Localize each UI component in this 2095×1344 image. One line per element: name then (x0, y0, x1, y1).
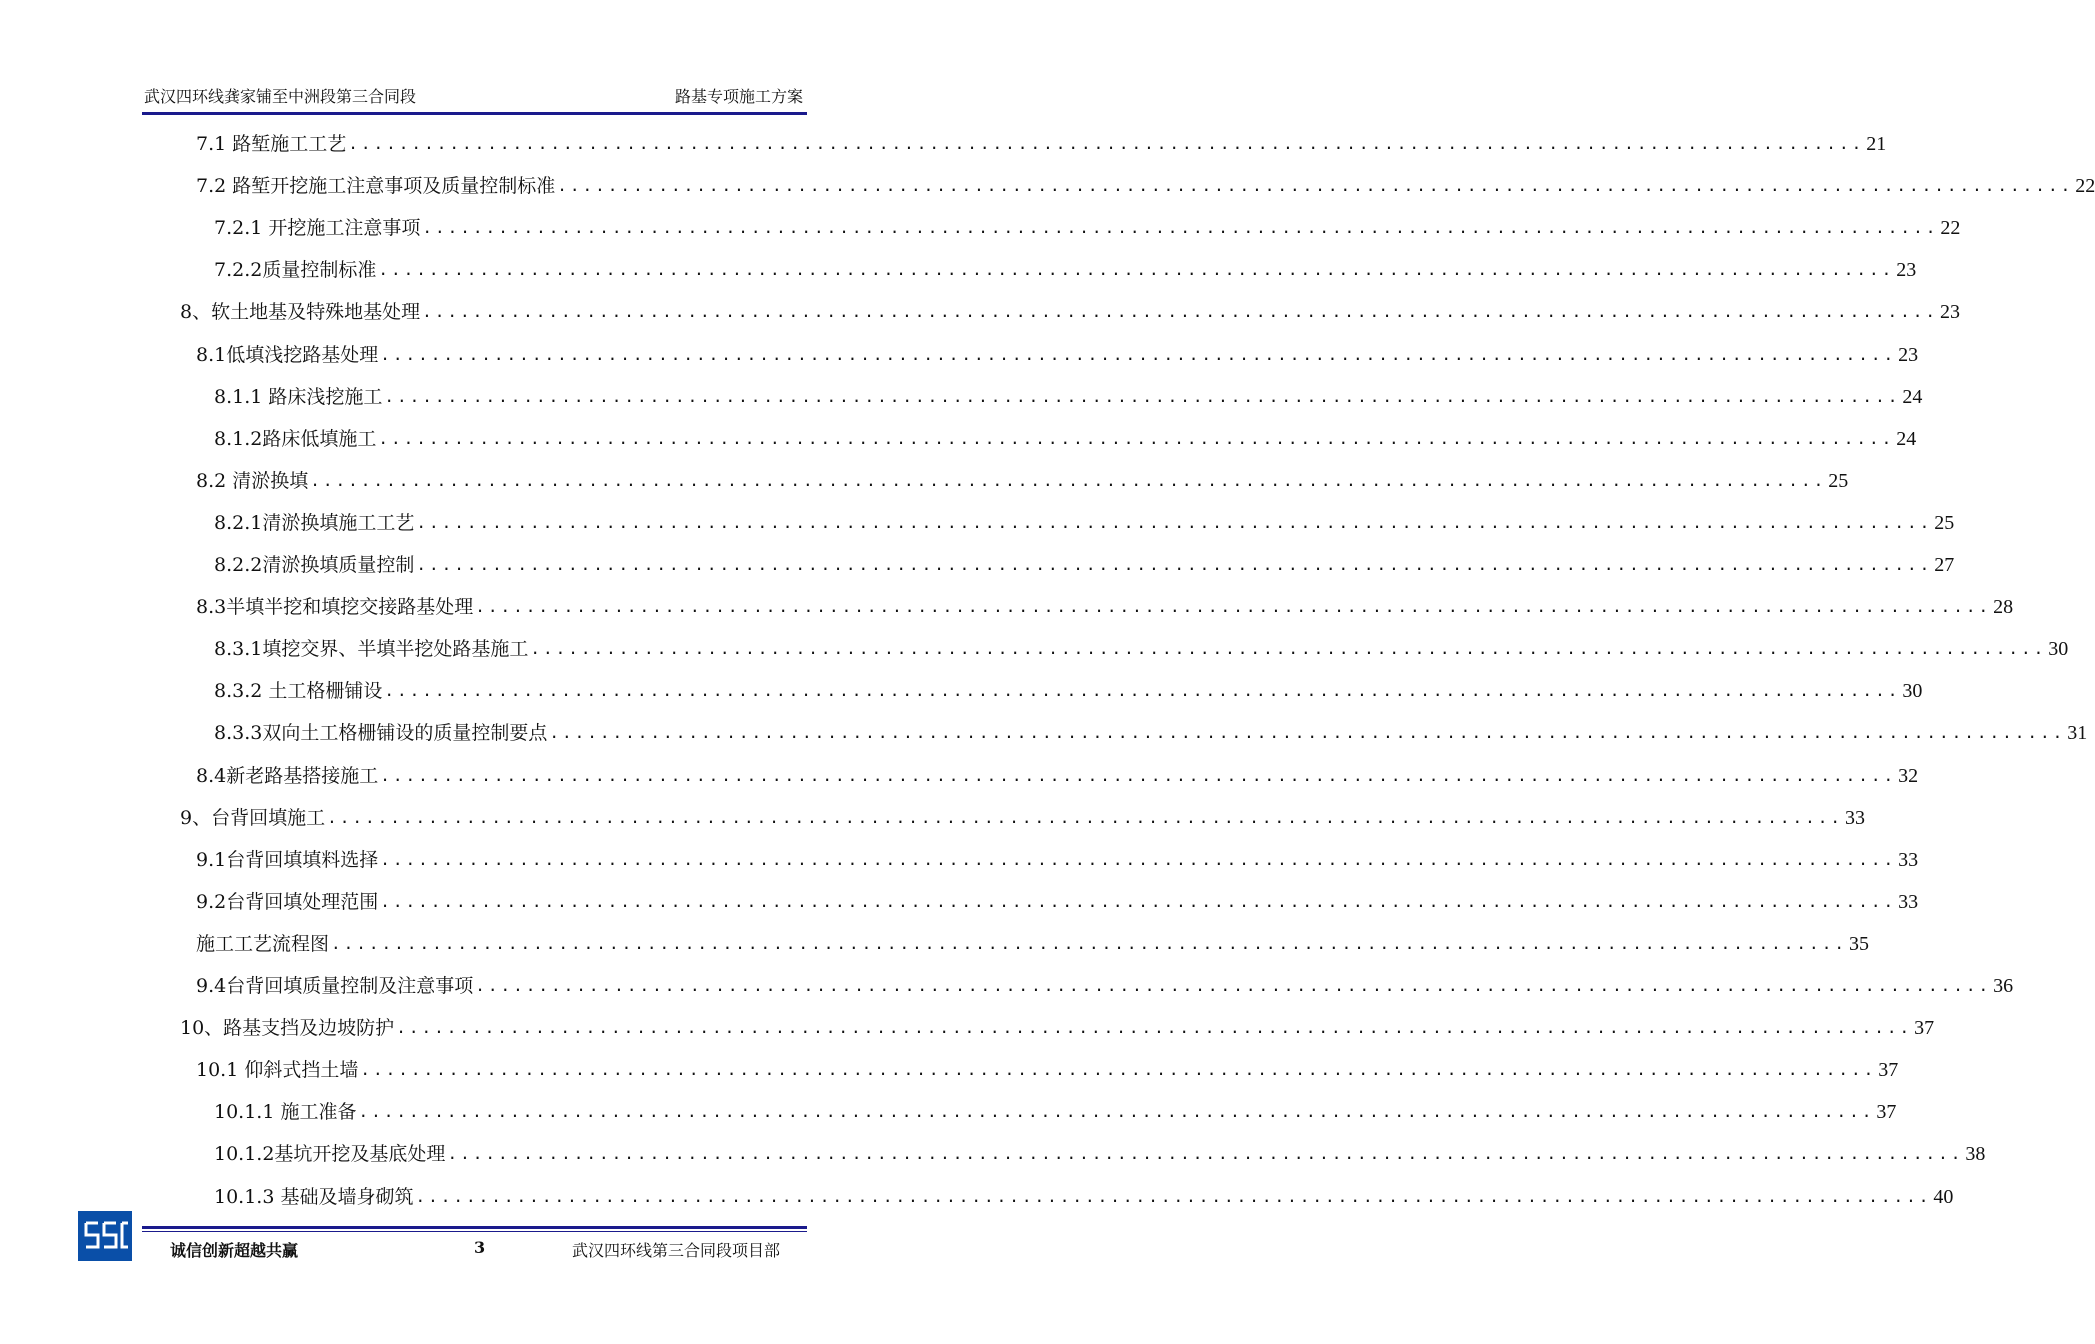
toc-dot-leader: ........................................................................................................................ (378, 260, 1895, 279)
toc-entry[interactable] (214, 717, 2088, 747)
footer-rule-thin (142, 1231, 807, 1232)
toc-entry-title: 8.2 清淤换填 (196, 470, 309, 492)
toc-entry-title: 8.3.1填挖交界、半填半挖处路基施工 (214, 638, 529, 660)
toc-dot-leader: ........................................................................................................................ (422, 302, 1939, 321)
toc-entry-title: 10.1.1 施工准备 (214, 1101, 357, 1123)
toc-entry[interactable] (214, 549, 1955, 579)
toc-entry[interactable] (180, 802, 1866, 832)
toc-entry[interactable] (214, 507, 1955, 537)
toc-entry[interactable] (214, 254, 1917, 284)
toc-entry-page: 24 (1902, 386, 1923, 408)
toc-dot-leader: ........................................................................................................................ (549, 723, 2066, 742)
toc-entry-title: 7.2.2质量控制标准 (214, 259, 377, 281)
toc-dot-leader: ........................................................................................................................ (384, 387, 1901, 406)
toc-entry-page: 36 (1993, 975, 2014, 997)
toc-dot-leader: ........................................................................................................................ (416, 513, 1933, 532)
toc-entry-title: 9.4台背回填质量控制及注意事项 (196, 975, 474, 997)
footer-page-number: 3 (474, 1238, 486, 1257)
toc-entry[interactable] (196, 591, 2014, 621)
toc-dot-leader: ........................................................................................................................ (422, 218, 1939, 237)
toc-entry[interactable] (214, 633, 2069, 663)
toc-entry[interactable] (214, 1096, 1897, 1126)
toc-entry-title: 10.1.3 基础及墙身砌筑 (214, 1186, 414, 1208)
toc-entry-page: 37 (1878, 1059, 1899, 1081)
toc-entry-page: 30 (1902, 680, 1923, 702)
toc-entry-title: 8.2.2清淤换填质量控制 (214, 554, 415, 576)
toc-entry-title: 7.2.1 开挖施工注意事项 (214, 217, 421, 239)
toc-entry-page: 23 (1940, 301, 1961, 323)
toc-entry-page: 27 (1934, 554, 1955, 576)
toc-dot-leader: ........................................................................................................................ (557, 176, 2074, 195)
toc-entry[interactable] (214, 1138, 1986, 1168)
toc-dot-leader: ........................................................................................................................ (447, 1144, 1964, 1163)
toc-entry-title: 8.1.1 路床浅挖施工 (214, 386, 383, 408)
toc-entry-page: 33 (1845, 807, 1866, 829)
toc-entry-page: 28 (1993, 596, 2014, 618)
footer-department: 武汉四环线第三合同段项目部 (572, 1241, 781, 1260)
toc-entry[interactable] (214, 423, 1917, 453)
toc-entry-page: 25 (1934, 512, 1955, 534)
toc-entry-title: 7.2 路堑开挖施工注意事项及质量控制标准 (196, 175, 556, 197)
toc-dot-leader: ........................................................................................................................ (475, 976, 1992, 995)
footer-slogan: 诚信创新超越共赢 (170, 1241, 299, 1260)
toc-entry-page: 30 (2048, 638, 2069, 660)
toc-dot-leader: ........................................................................................................................ (384, 681, 1901, 700)
toc-dot-leader: ........................................................................................................................ (378, 429, 1895, 448)
toc-dot-leader: ........................................................................................................................ (348, 134, 1865, 153)
toc-entry[interactable] (196, 128, 1887, 158)
toc-entry-page: 31 (2067, 722, 2088, 744)
toc-dot-leader: ........................................................................................................................ (530, 639, 2047, 658)
toc-dot-leader: ........................................................................................................................ (380, 850, 1897, 869)
toc-entry[interactable] (196, 886, 1919, 916)
toc-entry-page: 35 (1848, 933, 1869, 955)
footer-rule (142, 1226, 807, 1229)
toc-entry-title: 8.1低填浅挖路基处理 (196, 344, 379, 366)
toc-entry-page: 22 (2075, 175, 2095, 197)
toc-entry[interactable] (214, 675, 1923, 705)
toc-entry-title: 7.1 路堑施工工艺 (196, 133, 347, 155)
toc-dot-leader: ........................................................................................................................ (310, 471, 1827, 490)
toc-dot-leader: ........................................................................................................................ (380, 892, 1897, 911)
toc-entry-page: 32 (1898, 765, 1919, 787)
toc-entry-page: 21 (1866, 133, 1887, 155)
toc-entry[interactable] (214, 1181, 1954, 1211)
toc-entry[interactable] (196, 339, 1919, 369)
toc-dot-leader: ........................................................................................................................ (396, 1018, 1913, 1037)
toc-entry-page: 23 (1898, 344, 1919, 366)
toc-entry[interactable] (196, 844, 1919, 874)
toc-entry-page: 22 (1940, 217, 1961, 239)
header-document-title: 路基专项施工方案 (674, 87, 803, 106)
toc-entry-title: 9.1台背回填填料选择 (196, 849, 379, 871)
toc-dot-leader: ........................................................................................................................ (358, 1102, 1875, 1121)
toc-entry-title: 9.2台背回填处理范围 (196, 891, 379, 913)
toc-entry[interactable] (196, 970, 2014, 1000)
toc-entry[interactable] (196, 1054, 1899, 1084)
toc-entry-title: 施工工艺流程图 (196, 933, 330, 955)
toc-entry-title: 8.3半填半挖和填挖交接路基处理 (196, 596, 474, 618)
toc-entry-title: 8、软土地基及特殊地基处理 (180, 301, 421, 323)
toc-entry[interactable] (196, 465, 1849, 495)
toc-entry[interactable] (196, 170, 2095, 200)
toc-entry-page: 24 (1896, 428, 1917, 450)
toc-entry-title: 10、路基支挡及边坡防护 (180, 1017, 395, 1039)
toc-entry[interactable] (196, 928, 1869, 958)
toc-entry-page: 38 (1965, 1143, 1986, 1165)
toc-entry-title: 8.4新老路基搭接施工 (196, 765, 379, 787)
page-header (142, 84, 807, 108)
toc-entry-page: 37 (1914, 1017, 1935, 1039)
toc-dot-leader: ........................................................................................................................ (475, 597, 1992, 616)
toc-entry-title: 8.3.3双向土工格栅铺设的质量控制要点 (214, 722, 548, 744)
toc-entry-title: 10.1 仰斜式挡土墙 (196, 1059, 359, 1081)
toc-entry[interactable] (180, 1012, 1935, 1042)
toc-entry-page: 33 (1898, 849, 1919, 871)
toc-entry-title: 8.3.2 土工格栅铺设 (214, 680, 383, 702)
toc-entry[interactable] (180, 296, 1961, 326)
toc-entry-title: 8.2.1清淤换填施工工艺 (214, 512, 415, 534)
header-rule (142, 112, 807, 115)
toc-entry-page: 37 (1876, 1101, 1897, 1123)
toc-dot-leader: ........................................................................................................................ (380, 345, 1897, 364)
toc-entry-title: 9、台背回填施工 (180, 807, 326, 829)
toc-entry-page: 23 (1896, 259, 1917, 281)
header-project-title: 武汉四环线龚家铺至中洲段第三合同段 (144, 87, 417, 106)
toc-entry-title: 8.1.2路床低填施工 (214, 428, 377, 450)
toc-dot-leader: ........................................................................................................................ (415, 1187, 1932, 1206)
toc-entry-page: 33 (1898, 891, 1919, 913)
toc-dot-leader: ........................................................................................................................ (360, 1060, 1877, 1079)
toc-dot-leader: ........................................................................................................................ (327, 808, 1844, 827)
toc-dot-leader: ........................................................................................................................ (416, 555, 1933, 574)
toc-entry[interactable] (196, 760, 1919, 790)
toc-entry-title: 10.1.2基坑开挖及基底处理 (214, 1143, 446, 1165)
toc-dot-leader: ........................................................................................................................ (331, 934, 1847, 953)
toc-entry[interactable] (214, 212, 1961, 242)
toc-entry-page: 25 (1828, 470, 1849, 492)
toc-entry-page: 40 (1933, 1186, 1954, 1208)
toc-entry[interactable] (214, 381, 1923, 411)
toc-dot-leader: ........................................................................................................................ (380, 766, 1897, 785)
cscec-logo-icon (78, 1211, 132, 1261)
